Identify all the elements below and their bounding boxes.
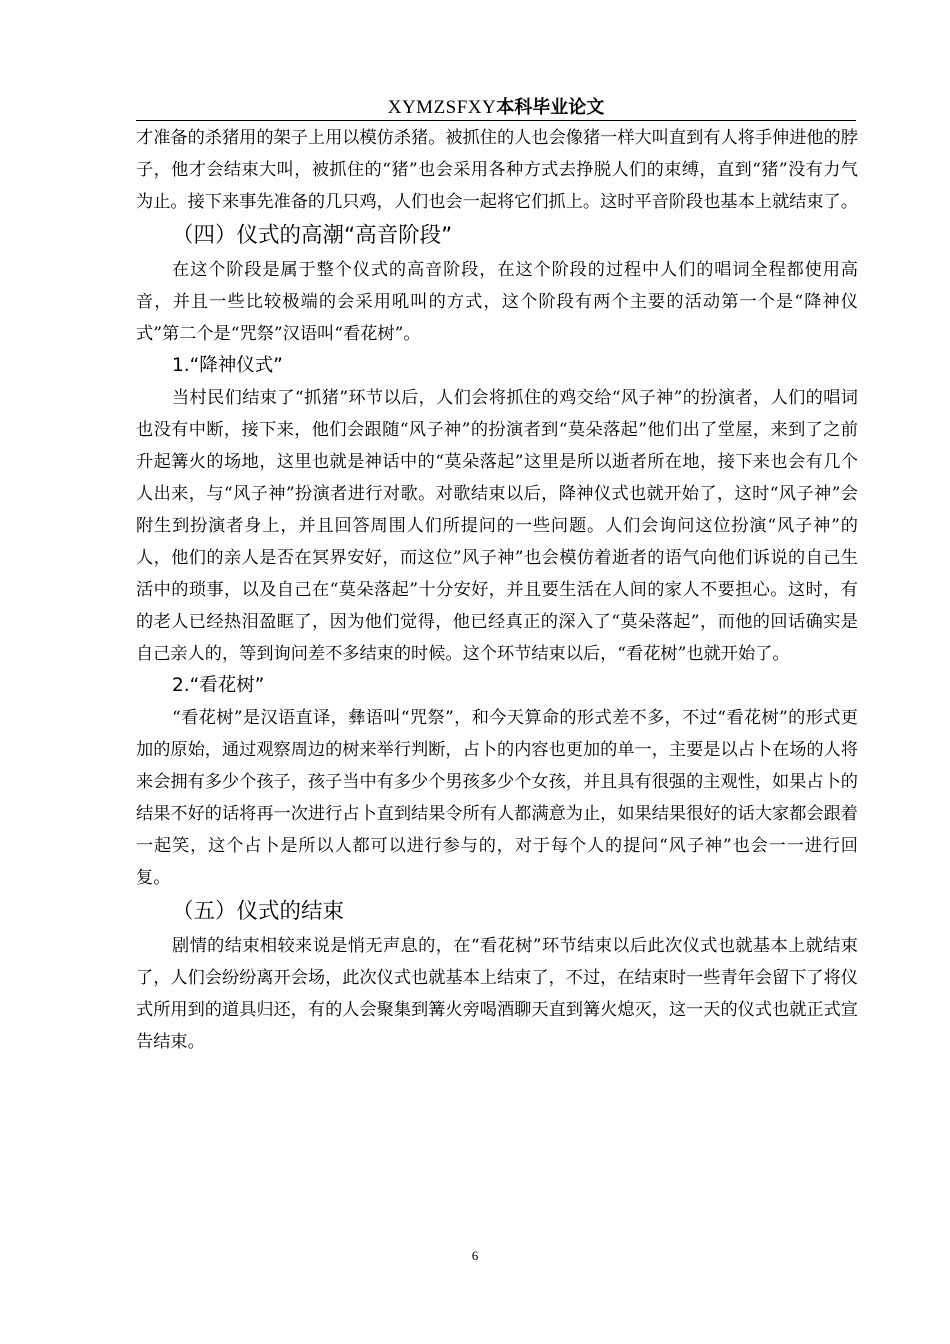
intro-paragraph: 才准备的杀猪用的架子上用以模仿杀猪。被抓住的人也会像猪一样大叫直到有人将手伸进他的脖子，他才会结束大叫，被抓住的“猪”也会采用各种方式去挣脱人们的束缚，直到“猪”没有力气为止。接下来事先准备的几只鸡，人们也会一起将它们抓上。这时平音阶段也基本上就结束了。: [136, 128, 858, 212]
section-5-paragraph: 剧情的结束相较来说是悄无声息的，在“看花树”环节结束以后此次仪式也就基本上就结束了，人们会纷纷离开会场，此次仪式也就基本上结束了，不过，在结束时一些青年会留下了将仪式所用到的道具归还，有的人会聚集到篝火旁喝酒聊天直到篝火熄灭，这一天的仪式也就正式宣告结束。: [136, 936, 858, 1052]
subsection-2-heading: 2.“看花树”: [172, 675, 265, 696]
subsection-2-paragraph: “看花树”是汉语直译，彝语叫“咒祭”，和今天算命的形式差不多，不过“看花树”的形式更加的原始，通过观察周边的树来举行判断，占卜的内容也更加的单一，主要是以占卜在场的人将来会拥有多少个孩子，孩子当中有多少个男孩多少个女孩，并且具有很强的主观性，如果占卜的结果不好的话将再一次进行占卜直到结果令所有人都满意为止，如果结果很好的话大家都会跟着一起笑，这个占卜是所以人都可以进行参与的，对于每个人的提问“风子神”也会一一进行回复。: [136, 708, 858, 888]
subsection-1-paragraph: 当村民们结束了“抓猪”环节以后，人们会将抓住的鸡交给“风子神”的扮演者，人们的唱词也没有中断，接下来，他们会跟随“风子神”的扮演者到“莫朵落起”他们出了堂屋，来到了之前升起篝火的场地，这里也就是神话中的“莫朵落起”这里是所以逝者所在地，接下来也会有几个人出来，与“风子神”扮演者进行对歌。对歌结束以后，降神仪式也就开始了，这时“风子神”会附生到扮演者身上，并且回答周围人们所提问的一些问题。人们会询问这位扮演“风子神”的人，他们的亲人是否在冥界安好，而这位”风子神”也会模仿着逝者的语气向他们诉说的自己生活中的琐事，以及自己在“莫朵落起”十分安好，并且要生活在人间的家人不要担心。这时，有的老人已经热泪盈眶了，因为他们觉得，他已经真正的深入了“莫朵落起”，而他的回话确实是自己亲人的，等到询问差不多结束的时候。这个环节结束以后，“看花树”也就开始了。: [136, 388, 858, 664]
section-4-paragraph: 在这个阶段是属于整个仪式的高音阶段，在这个阶段的过程中人们的唱词全程都使用高音，并且一些比较极端的会采用吼叫的方式，这个阶段有两个主要的活动第一个是“降神仪式”第二个是“咒祭”汉语叫“看花树”。: [136, 260, 858, 344]
section-5-heading: （五）仪式的结束: [172, 899, 345, 924]
header-title: 本科毕业论文: [496, 97, 605, 118]
header-code: XYMZSFXY: [387, 97, 497, 118]
page-header: [136, 94, 856, 121]
subsection-1-heading: 1.“降神仪式”: [172, 355, 283, 376]
section-4-heading: （四）仪式的高潮“高音阶段”: [172, 223, 453, 248]
body-text: [136, 122, 858, 1058]
page-number: 6: [471, 1248, 479, 1263]
